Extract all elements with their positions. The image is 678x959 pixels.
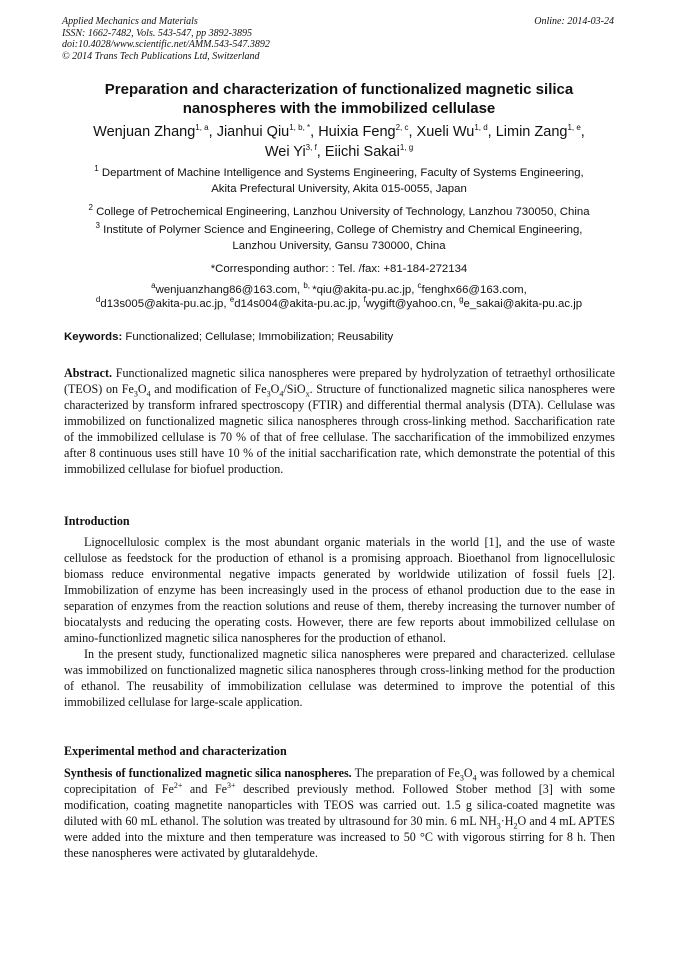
email: wygift@yahoo.cn [365, 298, 453, 310]
author: Eiichi Sakai [324, 144, 400, 160]
doi-line: doi:10.4028/www.scientific.net/AMM.543-547.3892 [62, 39, 270, 50]
email: *qiu@akita-pu.ac.jp [312, 284, 412, 296]
issn-line: ISSN: 1662-7482, Vols. 543-547, pp 3892-3895 [62, 27, 252, 39]
author: Huixia Feng [318, 124, 396, 140]
email: fenghx66@163.com [421, 284, 524, 296]
author: Wei Yi [264, 144, 306, 160]
subsection-heading: Synthesis of functionalized magnetic silica nanospheres. [64, 766, 352, 780]
introduction-heading: Introduction [64, 514, 130, 528]
email: d14s004@akita-pu.ac.jp [234, 298, 358, 310]
affiliation-2: $^2$ College of Petrochemical Engineering, Lanzhou University of Technology, Lanzhou 730050, China [88, 203, 590, 218]
paragraph: In the present study, functionalized magnetic silica nanospheres were prepared and characterized. cellulase was immobilized on functionalized magnetic silica nanospheres through cross-linking method for the production of ethanol. The reusability of immobilization cellulase was determined to improve the potential of this immobilized cellulase for large-scale application. [64, 647, 615, 709]
affiliation-1: $^1$ Department of Machine Intelligence and Systems Engineering, Faculty of Systems Engineering, Akita Prefectural University, Akita 015-0055, Japan [94, 164, 584, 195]
author: Xueli Wu [416, 124, 475, 140]
abstract: Abstract. Functionalized magnetic silica nanospheres were prepared by hydrolyzation of tetraethyl orthosilicate (TEOS) on $Fe_3O_4$ and modification of $Fe_3O_4/SiO_x$. Structure of functionalized magnetic silica nanospheres were characterized by transform infrared spectroscopy (FTIR) and differential thermal analysis (DTA). Cellulase was immobilized on functionalized magnetic silica nanospheres through cross-linking method. Saccharification rate of the immobilized cellulase is 70 % of that of free cellulase. The saccharification of the immobilized enzymes after 8 continuous uses still have 10 % of the initial saccharification rate, which demonstrate the potential of this immobilized cellulase for biofuel production. [64, 366, 615, 476]
journal-header [62, 16, 270, 62]
email: wenjuanzhang86@163.com [155, 284, 297, 296]
email: d13s005@akita-pu.ac.jp [100, 298, 224, 310]
corresponding-author: *Corresponding author: : Tel. /fax: +81-184-272134 [210, 263, 468, 275]
online-date: Online: 2014-03-24 [534, 16, 614, 27]
journal-name: Applied Mechanics and Materials [62, 16, 198, 27]
copyright-line: © 2014 Trans Tech Publications Ltd, Switzerland [62, 50, 260, 62]
experimental-body: Synthesis of functionalized magnetic silica nanospheres. The preparation of $Fe_3O_4$ was followed by a chemical coprecipitation of $Fe^{2+}$ and $Fe^{3+}$ described previously method. Followed Stober method [3] with some modification, coating magnetite nanoparticles with TEOS was carried out. 1.5 g silica-coated magnetite was diluted with 60 mL ethanol. The solution was treated by ultrasound for 30 min. 6 mL $NH_3\cdot H_2O$ and 4 mL APTES were added into the mixture and then temperature was increased to 50 °C with vigorous stirring for 8 h. Then these nanospheres were activated by glutaraldehyde. [64, 766, 616, 860]
email-list: $^a$wenjuanzhang86@163.com, $^{b,}$ *qiu@akita-pu.ac.jp, $^c$fenghx66@163.com, $^d$d13s005@akita-pu.ac.jp, $^e$d14s004@akita-pu.ac.jp, $^f$wygift@yahoo.cn, $^g$e_sakai@akita-pu.ac.jp [95, 281, 583, 310]
author-list: Wenjuan Zhang$^{1, a}$, Jianhui Qiu$^{1, b, *}$, Huixia Feng$^{2, c}$, Xueli Wu$^{1, d}$, Limin Zang$^{1, e}$, Wei Yi$^{3, f}$, Eiichi Sakai$^{1, g}$ [93, 123, 585, 160]
affiliation-3: $^3$ Institute of Polymer Science and Engineering, College of Chemistry and Chemical Engineering, Lanzhou University, Gansu 730000, China [95, 221, 583, 252]
paragraph: Lignocellulosic complex is the most abundant organic materials in the world [1], and the use of waste cellulose as feedstock for the production of ethanol is a promising approach. Bioethanol from lignocellulosic biomass reduce environmental negative impacts generated by worldwide utilization of fossil fuels [2]. Immobilization of enzyme has been increasingly used in the process of ethanol production due to the ease in separation of enzymes from the reaction solutions and reuse of them, thereby increasing the turnover number of biocatalysts and reducing the operating costs. However, there are few reports about immobilized cellulase on amino-functionlized magnetic silica nanospheres for the production of ethanol. [64, 535, 615, 645]
experimental-heading: Experimental method and characterization [64, 744, 287, 758]
author: Jianhui Qiu [216, 124, 290, 140]
introduction-body [64, 534, 615, 710]
author: Wenjuan Zhang [93, 124, 196, 140]
author: Limin Zang [495, 124, 568, 140]
keywords: Keywords: Functionalized; Cellulase; Immobilization; Reusability [64, 331, 394, 343]
paper-title: Preparation and characterization of functionalized magnetic silica nanospheres with the immobilized cellulase [104, 81, 574, 117]
email: e_sakai@akita-pu.ac.jp [463, 298, 583, 310]
